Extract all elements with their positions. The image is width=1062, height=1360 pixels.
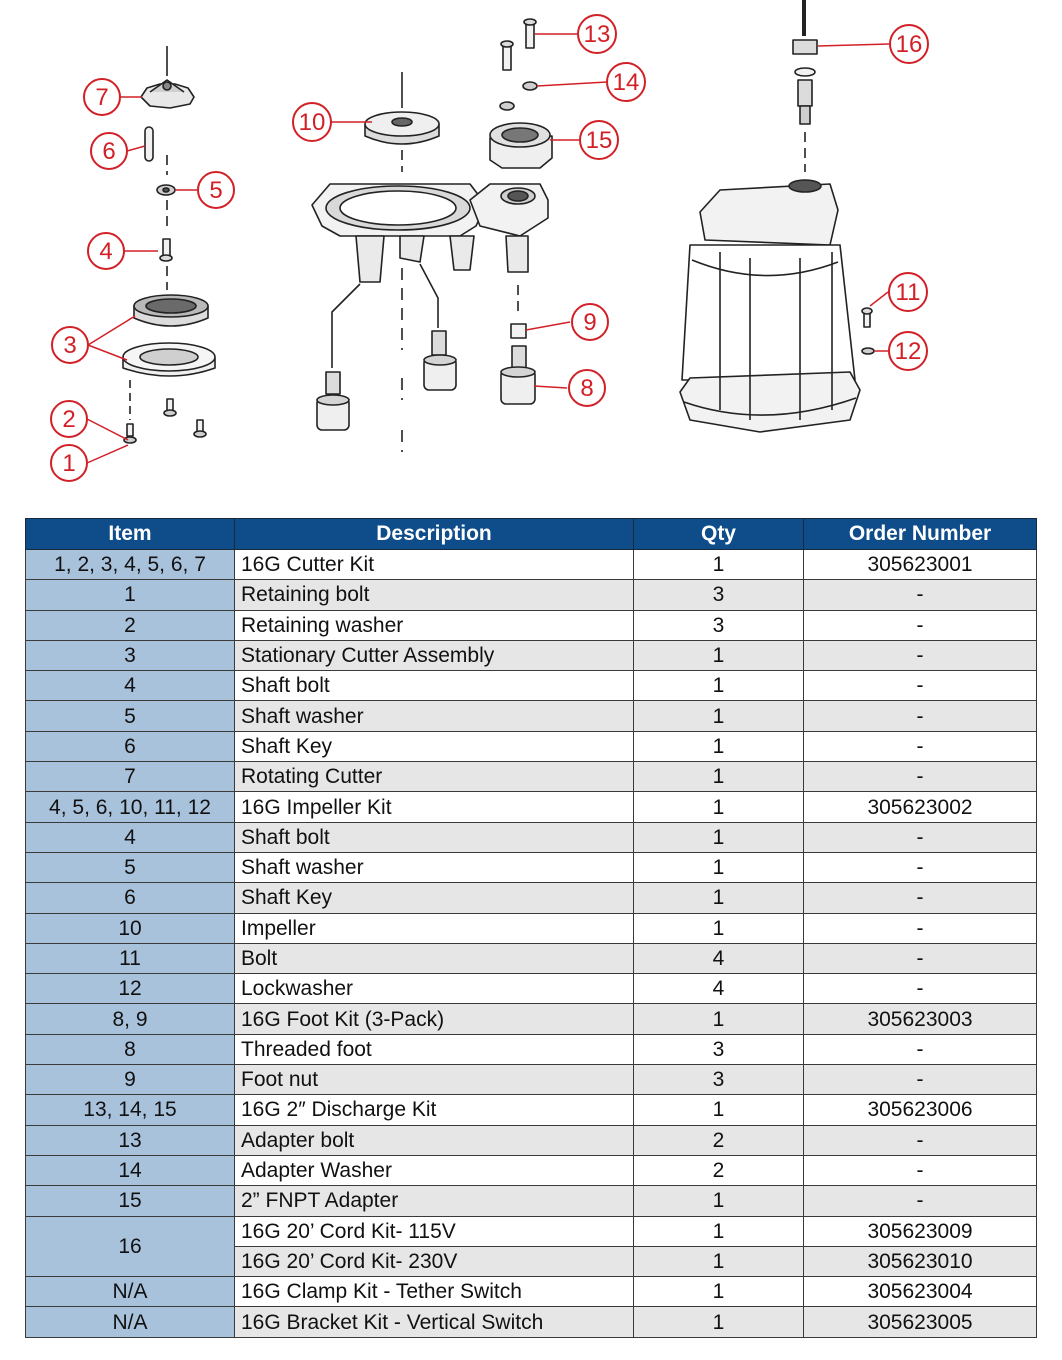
qty-cell: 1 [634, 1186, 804, 1216]
description-cell: 16G Foot Kit (3-Pack) [235, 1004, 634, 1034]
qty-cell: 1 [634, 883, 804, 913]
description-cell: Impeller [235, 913, 634, 943]
qty-cell: 3 [634, 610, 804, 640]
order-number-cell: - [804, 943, 1037, 973]
rotating-cutter-part [141, 46, 194, 108]
callout-9-label: 9 [583, 309, 597, 336]
shaft-key-part [145, 127, 167, 175]
order-number-cell: 305623003 [804, 1004, 1037, 1034]
callout-12-label: 12 [894, 338, 922, 365]
table-row [26, 792, 1037, 822]
item-cell: 5 [26, 852, 235, 882]
qty-cell: 3 [634, 580, 804, 610]
table-row [26, 1186, 1037, 1216]
order-number-cell: - [804, 701, 1037, 731]
callout-5 [198, 172, 234, 208]
item-cell: 13 [26, 1125, 235, 1155]
description-cell: Shaft Key [235, 731, 634, 761]
table-row [26, 701, 1037, 731]
description-cell: Shaft bolt [235, 671, 634, 701]
parts-table [25, 518, 1037, 1338]
description-cell: 2” FNPT Adapter [235, 1186, 634, 1216]
description-cell: 16G Cutter Kit [235, 550, 634, 580]
callout-16 [890, 25, 928, 63]
order-number-cell: - [804, 640, 1037, 670]
order-number-cell: - [804, 1034, 1037, 1064]
item-cell: 11 [26, 943, 235, 973]
callout-10 [293, 103, 331, 141]
qty-cell: 1 [634, 1277, 804, 1307]
qty-cell: 3 [634, 1065, 804, 1095]
table-header-row [26, 519, 1037, 550]
qty-cell: 1 [634, 1216, 804, 1246]
item-cell: 15 [26, 1186, 235, 1216]
callout-3-label: 3 [63, 332, 77, 359]
table-row [26, 550, 1037, 580]
description-cell: Shaft washer [235, 701, 634, 731]
item-cell: 7 [26, 762, 235, 792]
item-cell: 4 [26, 822, 235, 852]
power-cord-part [793, 0, 817, 172]
order-number-cell: - [804, 913, 1037, 943]
table-row [26, 943, 1037, 973]
callout-8-label: 8 [580, 375, 594, 402]
table-row [26, 610, 1037, 640]
table-row [26, 1125, 1037, 1155]
qty-cell: 1 [634, 640, 804, 670]
qty-cell: 1 [634, 762, 804, 792]
order-number-cell: 305623010 [804, 1246, 1037, 1276]
order-number-cell: 305623006 [804, 1095, 1037, 1125]
description-cell: Shaft Key [235, 883, 634, 913]
column-header-description: Description [235, 519, 634, 550]
callout-9 [572, 304, 608, 340]
item-cell: 10 [26, 913, 235, 943]
item-cell: N/A [26, 1277, 235, 1307]
order-number-cell: - [804, 610, 1037, 640]
order-number-cell: - [804, 852, 1037, 882]
table-row [26, 822, 1037, 852]
order-number-cell: - [804, 974, 1037, 1004]
callout-11 [889, 273, 927, 311]
callout-10-label: 10 [298, 109, 326, 136]
table-row [26, 852, 1037, 882]
table-row [26, 1307, 1037, 1337]
item-cell: 4, 5, 6, 10, 11, 12 [26, 792, 235, 822]
order-number-cell: - [804, 1186, 1037, 1216]
description-cell: Threaded foot [235, 1034, 634, 1064]
qty-cell: 1 [634, 1307, 804, 1337]
item-cell: 16 [26, 1216, 235, 1277]
order-number-cell: 305623005 [804, 1307, 1037, 1337]
table-row [26, 1004, 1037, 1034]
order-number-cell: - [804, 1125, 1037, 1155]
table-row [26, 1277, 1037, 1307]
qty-cell: 3 [634, 1034, 804, 1064]
item-cell: 1, 2, 3, 4, 5, 6, 7 [26, 550, 235, 580]
shaft-washer-part [157, 185, 175, 226]
table-row [26, 1216, 1037, 1246]
order-number-cell: - [804, 671, 1037, 701]
qty-cell: 2 [634, 1155, 804, 1185]
description-cell: Shaft washer [235, 852, 634, 882]
qty-cell: 1 [634, 1095, 804, 1125]
description-cell: Lockwasher [235, 974, 634, 1004]
item-cell: 1 [26, 580, 235, 610]
order-number-cell: 305623002 [804, 792, 1037, 822]
discharge-adapter-part [490, 19, 552, 168]
description-cell: Adapter Washer [235, 1155, 634, 1185]
table-row [26, 762, 1037, 792]
callout-1-label: 1 [62, 450, 76, 477]
exploded-parts-diagram [0, 0, 1062, 510]
description-cell: 16G Bracket Kit - Vertical Switch [235, 1307, 634, 1337]
item-cell: N/A [26, 1307, 235, 1337]
item-cell: 8, 9 [26, 1004, 235, 1034]
qty-cell: 4 [634, 974, 804, 1004]
description-cell: Adapter bolt [235, 1125, 634, 1155]
item-cell: 8 [26, 1034, 235, 1064]
order-number-cell: - [804, 822, 1037, 852]
callout-7-label: 7 [95, 84, 109, 111]
order-number-cell: - [804, 883, 1037, 913]
qty-cell: 1 [634, 731, 804, 761]
table-row [26, 1065, 1037, 1095]
description-cell: Stationary Cutter Assembly [235, 640, 634, 670]
callout-2-label: 2 [62, 406, 76, 433]
item-cell: 2 [26, 610, 235, 640]
column-header-item: Item [26, 519, 235, 550]
table-row [26, 913, 1037, 943]
motor-housing-part [680, 180, 860, 432]
callout-5-label: 5 [209, 177, 223, 204]
shaft-bolt-part [160, 239, 172, 290]
impeller-part [365, 72, 439, 172]
item-cell: 14 [26, 1155, 235, 1185]
qty-cell: 1 [634, 550, 804, 580]
callout-14-label: 14 [612, 69, 640, 96]
callout-4-label: 4 [99, 238, 113, 265]
callout-7 [84, 79, 120, 115]
qty-cell: 4 [634, 943, 804, 973]
callout-8 [569, 370, 605, 406]
item-cell: 13, 14, 15 [26, 1095, 235, 1125]
qty-cell: 1 [634, 852, 804, 882]
callout-13 [578, 15, 616, 53]
table-row [26, 731, 1037, 761]
callout-14 [607, 63, 645, 101]
description-cell: Foot nut [235, 1065, 634, 1095]
order-number-cell: 305623009 [804, 1216, 1037, 1246]
item-cell: 12 [26, 974, 235, 1004]
retaining-bolts-part [124, 380, 206, 443]
callout-15 [580, 121, 618, 159]
order-number-cell: - [804, 731, 1037, 761]
item-cell: 5 [26, 701, 235, 731]
callout-11-label: 11 [895, 279, 921, 306]
description-cell: 16G 2″ Discharge Kit [235, 1095, 634, 1125]
order-number-cell: 305623004 [804, 1277, 1037, 1307]
qty-cell: 1 [634, 1246, 804, 1276]
qty-cell: 1 [634, 671, 804, 701]
description-cell: Retaining washer [235, 610, 634, 640]
order-number-cell: 305623001 [804, 550, 1037, 580]
callout-13-label: 13 [583, 21, 611, 48]
threaded-feet-part [317, 264, 535, 430]
qty-cell: 1 [634, 1004, 804, 1034]
column-header-order-number: Order Number [804, 519, 1037, 550]
qty-cell: 1 [634, 822, 804, 852]
item-cell: 6 [26, 883, 235, 913]
description-cell: Retaining bolt [235, 580, 634, 610]
callout-3 [52, 327, 88, 363]
qty-cell: 1 [634, 792, 804, 822]
callout-12 [889, 332, 927, 370]
item-cell: 9 [26, 1065, 235, 1095]
callout-15-label: 15 [585, 127, 613, 154]
callout-6 [91, 133, 127, 169]
description-cell: Bolt [235, 943, 634, 973]
description-cell: Shaft bolt [235, 822, 634, 852]
table-row [26, 1034, 1037, 1064]
qty-cell: 2 [634, 1125, 804, 1155]
qty-cell: 1 [634, 701, 804, 731]
callout-16-label: 16 [895, 31, 923, 58]
description-cell: 16G 20’ Cord Kit- 230V [235, 1246, 634, 1276]
order-number-cell: - [804, 1155, 1037, 1185]
item-cell: 6 [26, 731, 235, 761]
order-number-cell: - [804, 580, 1037, 610]
callout-2 [51, 401, 87, 437]
table-row [26, 580, 1037, 610]
table-row [26, 974, 1037, 1004]
table-row [26, 640, 1037, 670]
table-row [26, 671, 1037, 701]
order-number-cell: - [804, 1065, 1037, 1095]
description-cell: 16G Clamp Kit - Tether Switch [235, 1277, 634, 1307]
description-cell: Rotating Cutter [235, 762, 634, 792]
callout-4 [88, 233, 124, 269]
housing-bolt-part [862, 308, 874, 354]
description-cell: 16G Impeller Kit [235, 792, 634, 822]
item-cell: 3 [26, 640, 235, 670]
table-row [26, 1155, 1037, 1185]
callout-1 [51, 445, 87, 481]
stationary-cutter-part [123, 295, 215, 376]
item-cell: 4 [26, 671, 235, 701]
description-cell: 16G 20’ Cord Kit- 115V [235, 1216, 634, 1246]
table-row [26, 883, 1037, 913]
order-number-cell: - [804, 762, 1037, 792]
table-row [26, 1095, 1037, 1125]
qty-cell: 1 [634, 913, 804, 943]
callout-6-label: 6 [102, 138, 116, 165]
column-header-qty: Qty [634, 519, 804, 550]
